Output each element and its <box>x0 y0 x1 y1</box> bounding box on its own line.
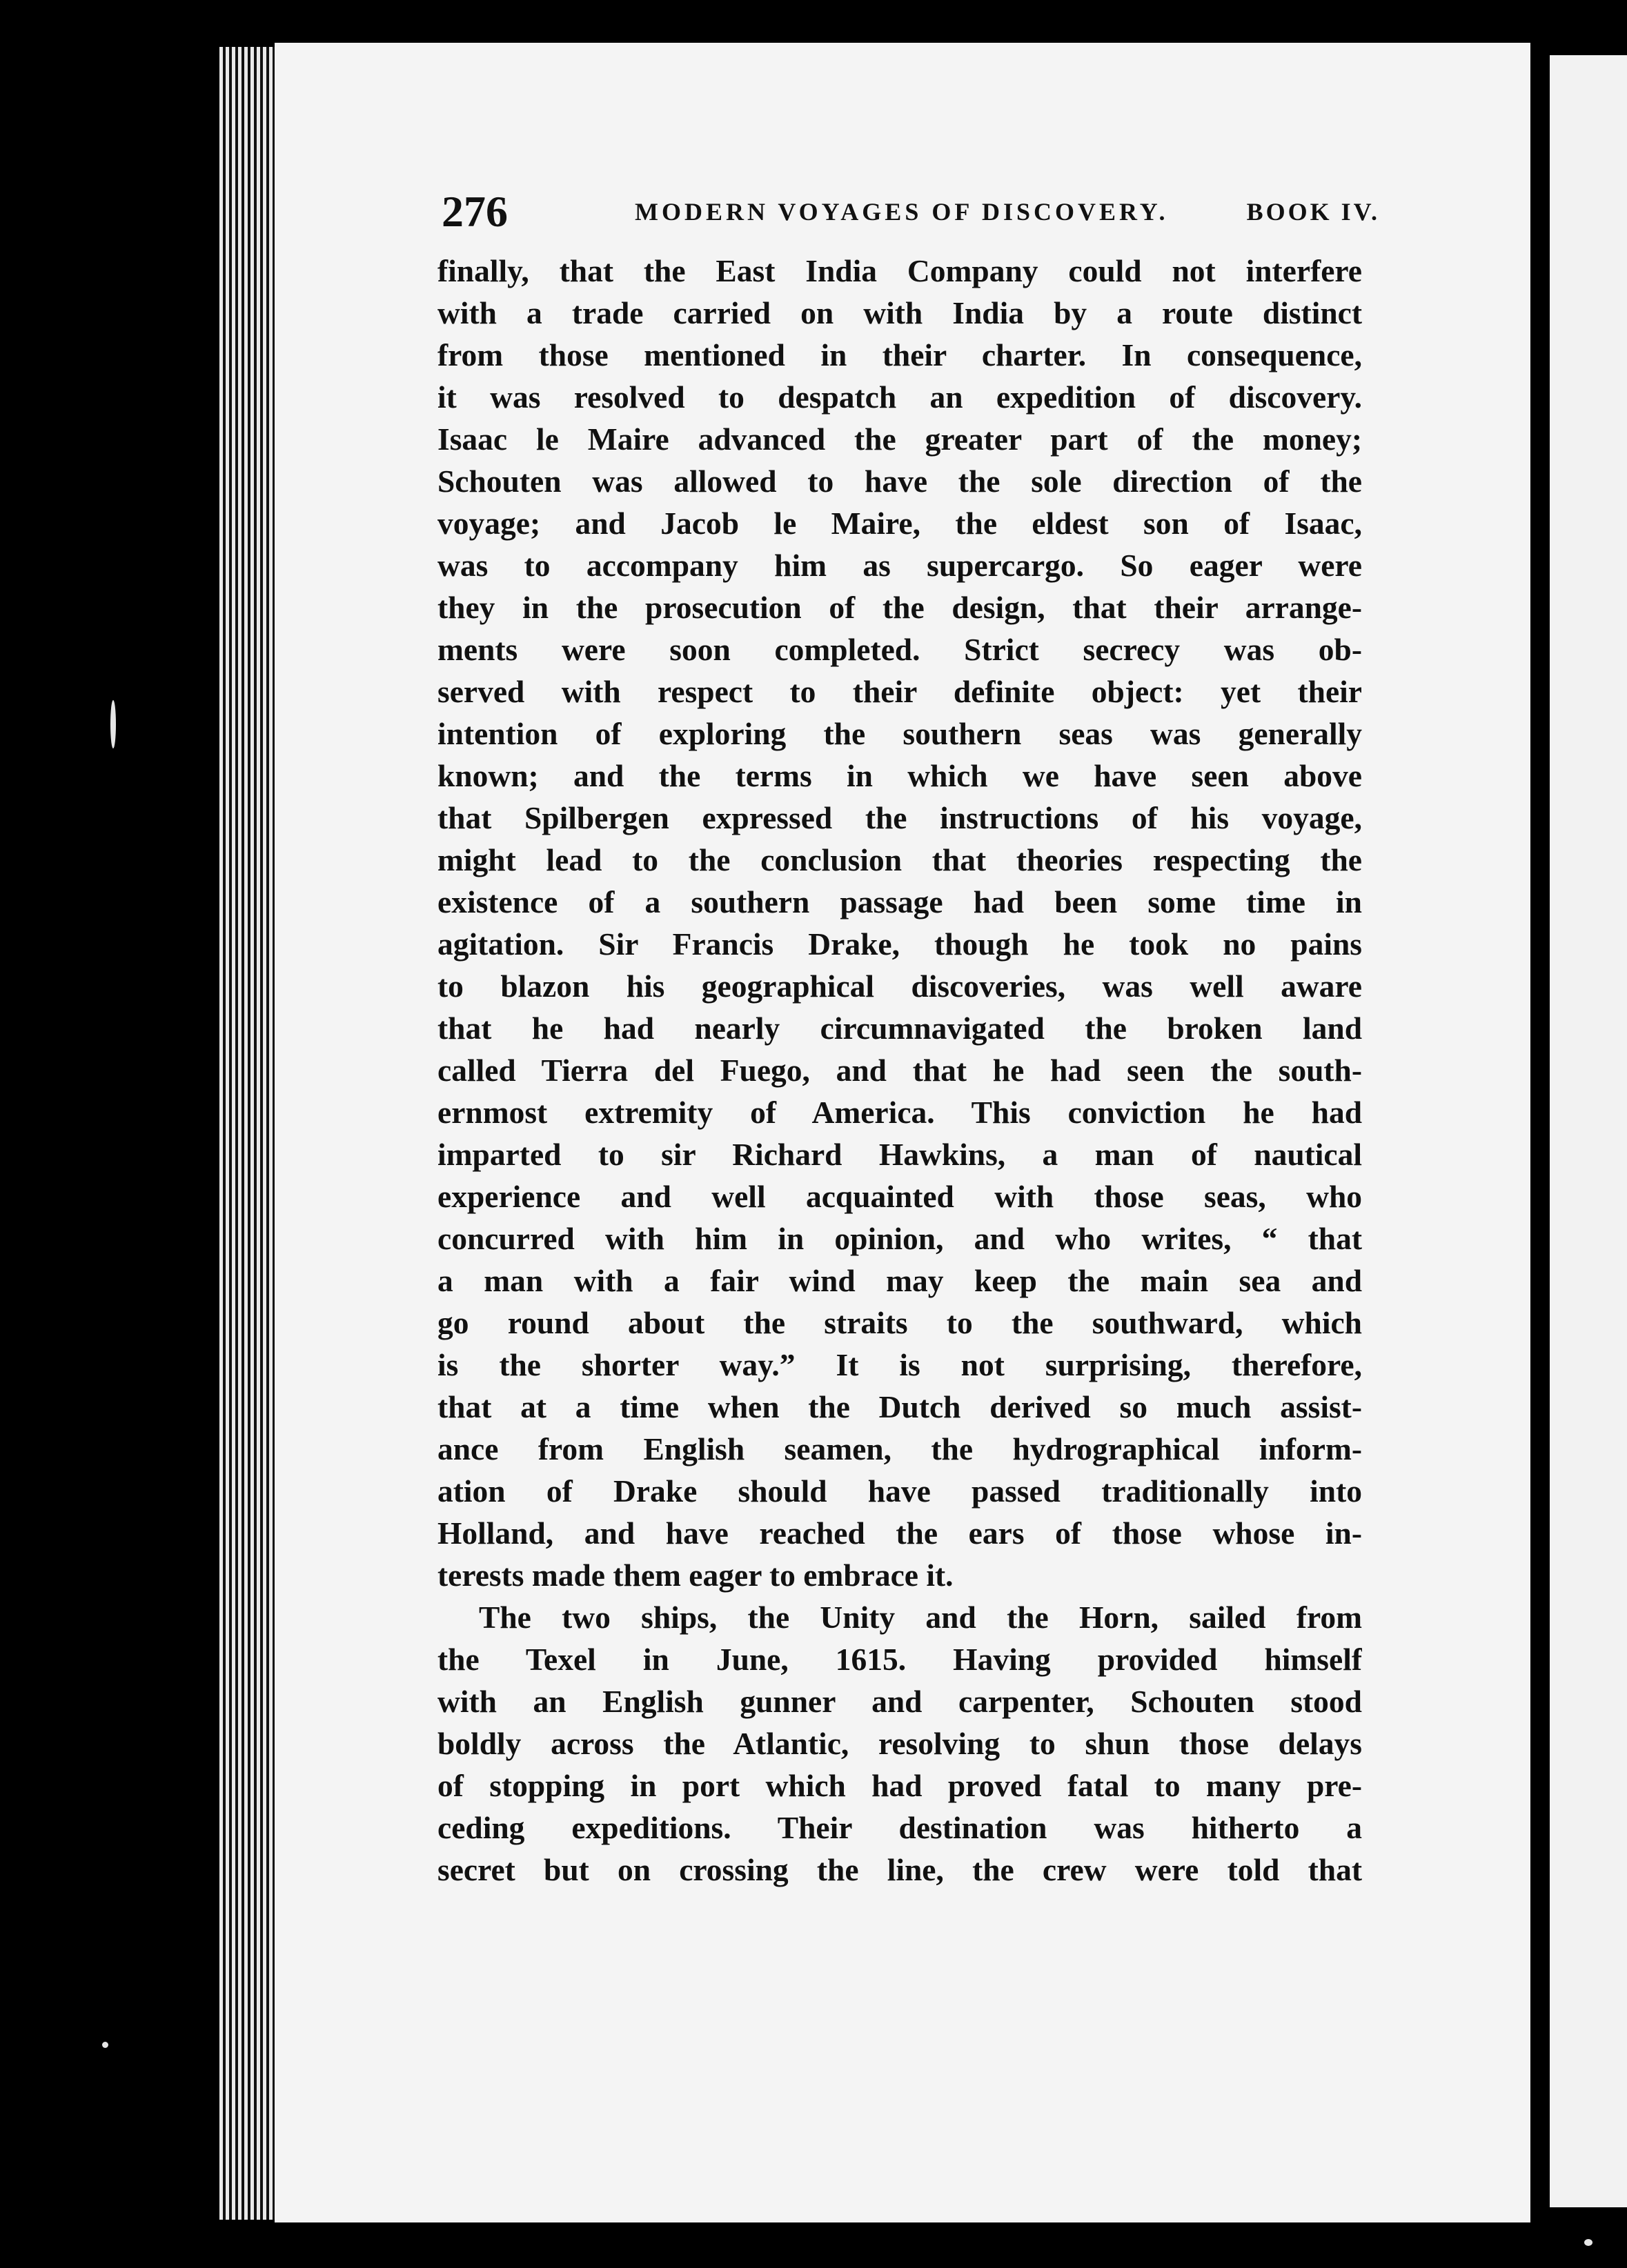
text-line: ation of Drake should have passed traditionally into <box>437 1473 1362 1509</box>
text-line: is the shorter way.” It is not surprising, therefore, <box>437 1347 1362 1382</box>
text-line: they in the prosecution of the design, that their arrange- <box>437 590 1362 625</box>
text-line: from those mentioned in their charter. In consequence, <box>437 337 1362 372</box>
text-line: agitation. Sir Francis Drake, though he took no pains <box>437 926 1362 962</box>
body-text <box>437 250 1362 1891</box>
book-label: BOOK IV. <box>1246 198 1380 226</box>
text-line: go round about the straits to the southward, which <box>437 1305 1362 1340</box>
page-number: 276 <box>442 187 508 236</box>
facing-page-edge <box>1550 55 1627 2207</box>
text-line: that Spilbergen expressed the instructions of his voyage, <box>437 800 1362 835</box>
text-line: finally, that the East India Company could not interfere <box>437 253 1362 288</box>
text-line: voyage; and Jacob le Maire, the eldest son of Isaac, <box>437 506 1362 541</box>
paper-speck <box>1584 2239 1593 2246</box>
text-line: it was resolved to despatch an expedition of discovery. <box>437 379 1362 415</box>
text-line: ernmost extremity of America. This conviction he had <box>437 1095 1362 1130</box>
text-line: that at a time when the Dutch derived so much assist- <box>437 1389 1362 1424</box>
page-stack-edge <box>219 47 275 2220</box>
text-line: served with respect to their definite object: yet their <box>437 674 1362 709</box>
paper-speck <box>110 700 116 748</box>
paper-speck <box>102 2042 108 2048</box>
text-line: with an English gunner and carpenter, Schouten stood <box>437 1684 1362 1719</box>
text-line: known; and the terms in which we have seen above <box>437 758 1362 793</box>
text-line: might lead to the conclusion that theories respecting the <box>437 842 1362 877</box>
text-line: ance from English seamen, the hydrographical inform- <box>437 1431 1362 1466</box>
text-line: concurred with him in opinion, and who writes, “ that <box>437 1221 1362 1256</box>
text-line: imparted to sir Richard Hawkins, a man of nautical <box>437 1137 1362 1172</box>
text-line: of stopping in port which had proved fatal to many pre- <box>437 1768 1362 1803</box>
text-line: was to accompany him as supercargo. So eager were <box>437 548 1362 583</box>
text-line: ceding expeditions. Their destination was hitherto a <box>437 1810 1362 1845</box>
text-line: The two ships, the Unity and the Horn, sailed from <box>479 1600 1362 1635</box>
text-line: Isaac le Maire advanced the greater part of the money; <box>437 421 1362 457</box>
text-line: experience and well acquainted with those seas, who <box>437 1179 1362 1214</box>
text-line: Holland, and have reached the ears of those whose in- <box>437 1515 1362 1551</box>
text-line: existence of a southern passage had been some time in <box>437 884 1362 919</box>
text-line: ments were soon completed. Strict secrecy was ob- <box>437 632 1362 667</box>
text-line: boldly across the Atlantic, resolving to shun those delays <box>437 1726 1362 1761</box>
text-line: called Tierra del Fuego, and that he had seen the south- <box>437 1053 1362 1088</box>
text-line: that he had nearly circumnavigated the broken land <box>437 1011 1362 1046</box>
running-title: MODERN VOYAGES OF DISCOVERY. <box>635 198 1169 226</box>
running-head <box>442 181 1380 243</box>
text-line: terests made them eager to embrace it. <box>437 1558 954 1593</box>
text-line: Schouten was allowed to have the sole direction of the <box>437 464 1362 499</box>
text-line: secret but on crossing the line, the crew were told that <box>437 1852 1362 1887</box>
book-gutter <box>1530 43 1550 2222</box>
text-line: intention of exploring the southern seas was generally <box>437 716 1362 751</box>
text-line: to blazon his geographical discoveries, was well aware <box>437 968 1362 1004</box>
text-line: the Texel in June, 1615. Having provided himself <box>437 1642 1362 1677</box>
text-line: a man with a fair wind may keep the main sea and <box>437 1263 1362 1298</box>
text-line: with a trade carried on with India by a route distinct <box>437 295 1362 330</box>
